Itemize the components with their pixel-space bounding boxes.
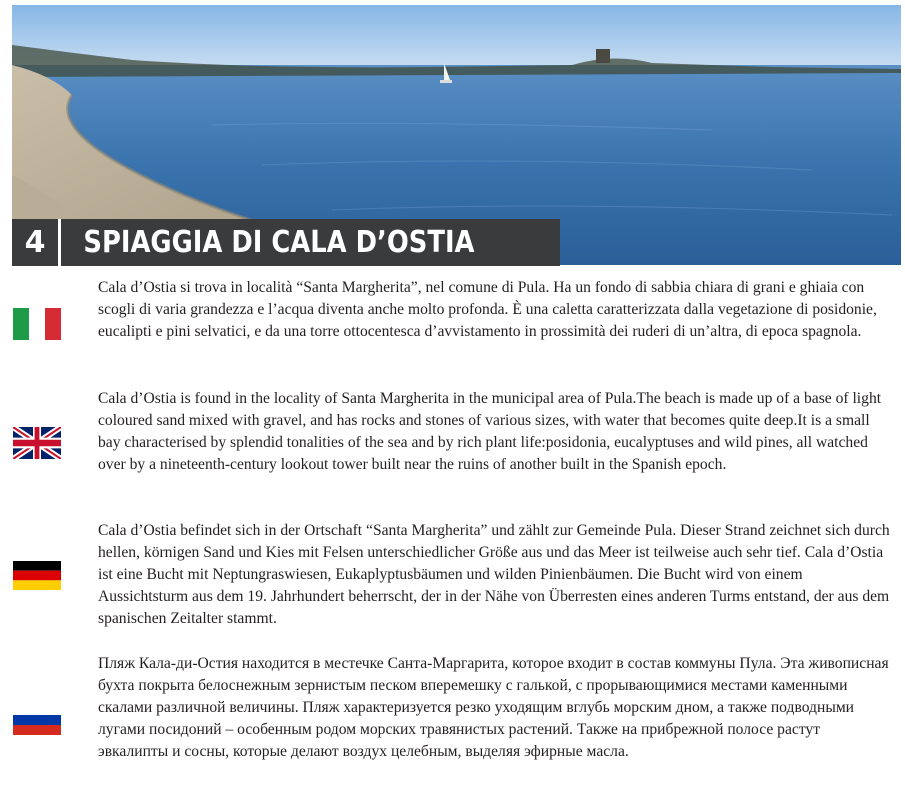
italy-flag-icon — [13, 308, 61, 340]
section-title-bar — [12, 219, 560, 266]
page-title: SPIAGGIA DI CALA D’OSTIA — [83, 225, 475, 260]
paragraph-italian: Cala d’Ostia si trova in località “Santa Margherita”, nel comune di Pula. Ha un fondo di sabbia chiara di grani e ghiaia con scogli di varia grandezza e l’acqua diventa anche molto profonda. È una caletta caratterizzata dalla vegetazione di posidonie, eucalipti e pini selvatici, e da una torre ottocentesca d’avvistamento in prossimità dei ruderi di un’altra, di epoca spagnola. — [98, 279, 877, 340]
section-number: 4 — [24, 225, 46, 260]
paragraph-english: Cala d’Ostia is found in the locality of Santa Margherita in the municipal area of Pula.The beach is made up of a base of light coloured sand mixed with gravel, and has rocks and stones of various sizes, with water that becomes quite deep.It is a small bay characterised by splendid tonalities of the sea and by rich plant life:posidonia, eucalyptuses and wild pines, all watched over by a nineteenth-century lookout tower built near the ruins of another built in the Spanish epoch. — [98, 390, 882, 473]
russia-flag-icon — [13, 705, 61, 735]
paragraph-russian: Пляж Кала-ди-Остия находится в местечке Санта-Маргарита, которое входит в состав коммуны Пула. Эта живописная бухта покрыта белоснежным зернистым песком вперемешку с галькой, с прорывающимися местами каменными скалами различной величины. Пляж характеризуется резко уходящим вглубь морским дном, а также подводными лугами посидоний – особенным родом морских травянистых растений. Также на прибрежной полосе растут эвкалипты и сосны, которые делают воздух целебным, выделяя эфирные масла. — [98, 655, 889, 760]
uk-flag-icon — [13, 427, 61, 459]
paragraph-german: Cala d’Ostia befindet sich in der Ortschaft “Santa Margherita” und zählt zur Gemeinde Pula. Dieser Strand zeichnet sich durch hellen, körnigen Sand und Kies mit Felsen unterschiedlicher Größe aus und das Meer ist teilweise auch sehr tief. Cala d’Ostia ist eine Bucht mit Neptungraswiesen, Eukaplyptusbäumen und wilden Pinienbäumen. Die Bucht wird von einem Aussichtsturm aus dem 19. Jahrhundert beherrscht, der in der Nähe von Überresten eines anderen Turms entstand, der aus dem spanischen Zeitalter stammt. — [98, 522, 890, 627]
germany-flag-icon — [13, 561, 61, 590]
